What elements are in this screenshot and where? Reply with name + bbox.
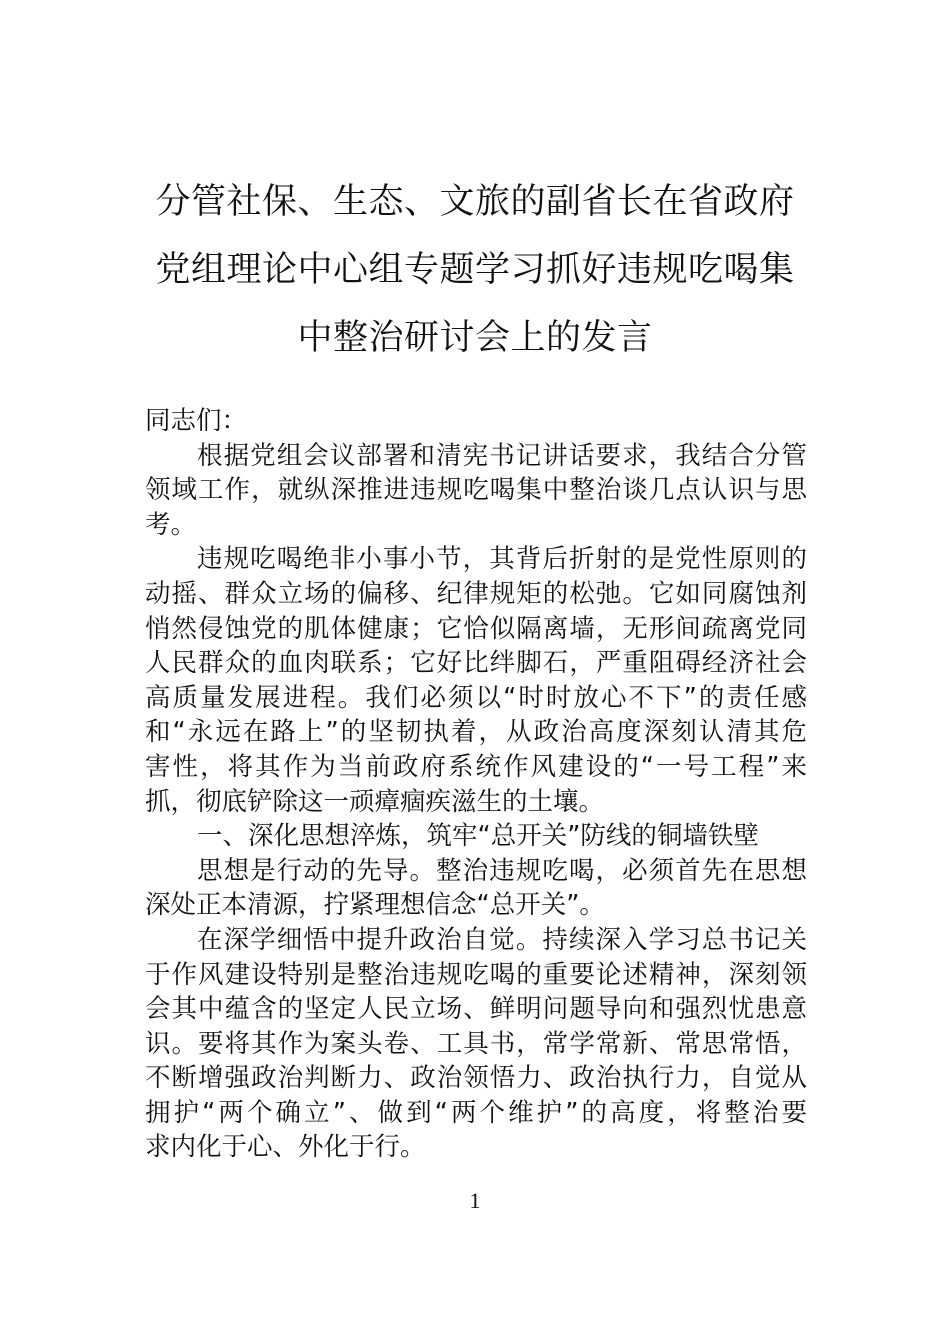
section-heading-1 xyxy=(145,819,807,854)
text-line: 高质量发展进程。我们必须以“时时放心不下”的责任感 xyxy=(145,682,807,713)
text-line: 于作风建设特别是整治违规吃喝的重要论述精神，深刻领 xyxy=(145,959,807,990)
text-line: 会其中蕴含的坚定人民立场、鲜明问题导向和强烈忧患意 xyxy=(145,994,807,1025)
text-line: 思想是行动的先导。整治违规吃喝，必须首先在思想 xyxy=(197,855,807,886)
page-number: 1 xyxy=(469,1188,481,1213)
title-line: 分管社保、生态、文旅的副省长在省政府 xyxy=(155,182,795,222)
text-line: 考。 xyxy=(145,509,197,540)
text-line: 深处正本清源，拧紧理想信念“总开关”。 xyxy=(145,890,605,921)
text-line: 人民群众的血肉联系；它好比绊脚石，严重阻碍经济社会 xyxy=(145,648,807,679)
text-line: 拥护“两个确立”、做到“两个维护”的高度，将整治要 xyxy=(145,1097,807,1128)
heading-line: 一、深化思想淬炼，筑牢“总开关”防线的铜墙铁壁 xyxy=(197,821,759,852)
document-title xyxy=(140,168,810,372)
text-line: 领域工作，就纵深推进违规吃喝集中整治谈几点认识与思 xyxy=(145,475,807,506)
text-line: 识。要将其作为案头卷、工具书，常学常新、常思常悟， xyxy=(145,1028,807,1059)
title-line: 中整治研讨会上的发言 xyxy=(297,318,653,358)
text-line: 抓，彻底铲除这一顽瘴痼疾滋生的土壤。 xyxy=(145,786,605,817)
text-line: 求内化于心、外化于行。 xyxy=(145,1132,426,1163)
paragraph-study xyxy=(145,923,807,1165)
salutation: 同志们： xyxy=(145,406,248,436)
text-line: 害性，将其作为当前政府系统作风建设的“一号工程”来 xyxy=(145,751,807,782)
document-body xyxy=(145,404,807,1165)
text-line: 动摇、群众立场的偏移、纪律规矩的松弛。它如同腐蚀剂 xyxy=(145,578,807,609)
paragraph-harm xyxy=(145,542,807,819)
text-line: 根据党组会议部署和清宪书记讲话要求，我结合分管 xyxy=(197,440,807,471)
text-line: 在深学细悟中提升政治自觉。持续深入学习总书记关 xyxy=(197,924,807,955)
paragraph-intro xyxy=(145,439,807,543)
text-line: 和“永远在路上”的坚韧执着，从政治高度深刻认清其危 xyxy=(145,717,807,748)
text-line: 违规吃喝绝非小事小节，其背后折射的是党性原则的 xyxy=(197,544,807,575)
text-line: 不断增强政治判断力、政治领悟力、政治执行力，自觉从 xyxy=(145,1063,807,1094)
paragraph-thought xyxy=(145,854,807,923)
text-line: 悄然侵蚀党的肌体健康；它恰似隔离墙，无形间疏离党同 xyxy=(145,613,807,644)
title-line: 党组理论中心组专题学习抓好违规吃喝集 xyxy=(155,250,795,290)
